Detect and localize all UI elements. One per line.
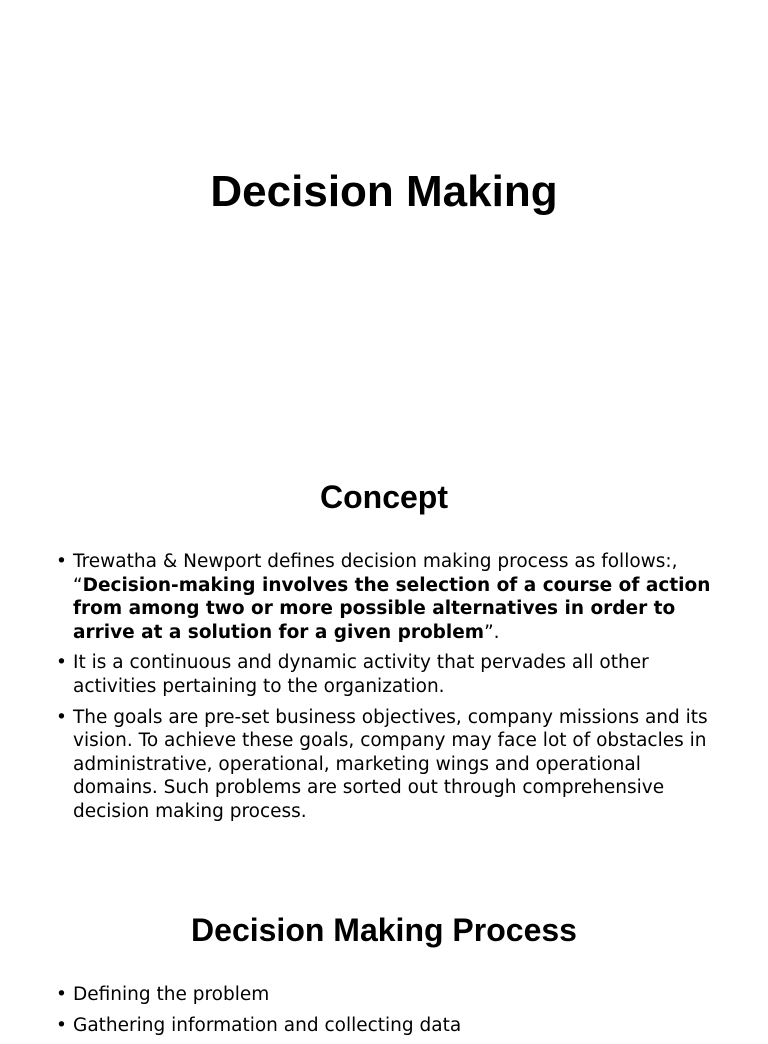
bullet-icon: • [56,706,67,728]
bullet-icon: • [56,984,67,1005]
list-item-text: Defining the problem [73,984,270,1005]
definition-suffix: ”. [484,621,500,643]
process-heading: Decision Making Process [191,912,577,948]
slide-title: Decision Making [210,167,558,216]
definition-quote: Decision-making involves the selection of a course of action from among two or more possible alternatives in order to arrive at a solution for a given problem [73,574,711,643]
definition-prefix: Trewatha & Newport defines decision making process as follows:, “ [73,551,678,596]
list-item-text: It is a continuous and dynamic activity that pervades all other activities pertaining to the organization. [73,652,649,697]
bullet-icon: • [56,1014,67,1036]
list-item [56,1014,716,1038]
list-item [56,651,716,698]
list-item-text: Gathering information and collecting data [73,1014,462,1036]
list-item [56,550,716,644]
process-bullet-list [56,983,716,1044]
list-item-text: The goals are pre-set business objectives, company missions and its vision. To achieve these goals, company may face lot of obstacles in administrative, operational, marketing wings and operational domains. Such problems are sorted out through comprehensive decision making process. [73,706,708,822]
list-item [56,983,716,1007]
concept-bullet-list [56,550,716,831]
list-item [56,706,716,824]
bullet-icon: • [56,551,67,572]
concept-heading: Concept [320,479,448,515]
bullet-icon: • [56,652,67,674]
